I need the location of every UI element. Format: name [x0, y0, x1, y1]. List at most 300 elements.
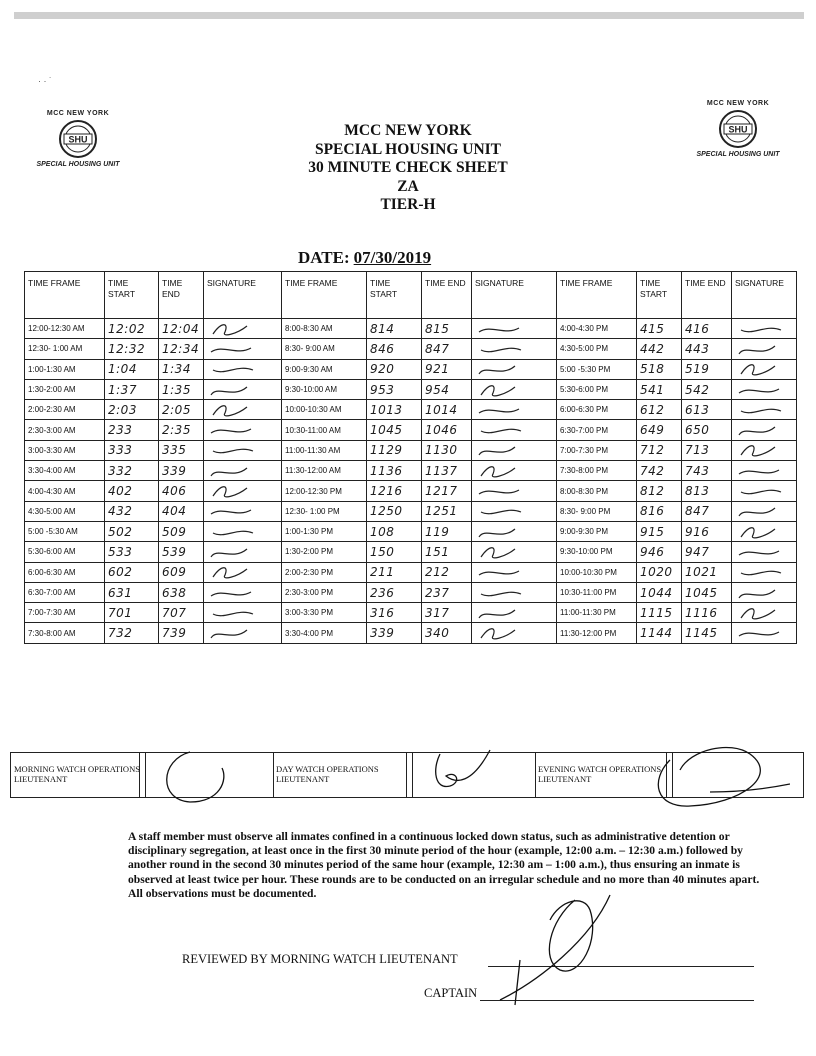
- morning-watch-label: MORNING WATCH OPERATIONS LIEUTENANT: [14, 764, 140, 784]
- time-frame-cell: 1:00-1:30 PM: [282, 521, 367, 541]
- signature-cell: [204, 603, 282, 623]
- initials-scribble: [735, 543, 795, 561]
- time-end-cell: 1217: [422, 481, 472, 501]
- signature-cell: [472, 379, 557, 399]
- time-start-cell: 816: [637, 501, 682, 521]
- time-start-cell: 1020: [637, 562, 682, 582]
- time-frame-cell: 4:30-5:00 PM: [557, 339, 637, 359]
- initials-scribble: [735, 584, 795, 602]
- initials-scribble: [475, 624, 535, 642]
- table-row: [25, 501, 797, 521]
- time-end-cell: 847: [422, 339, 472, 359]
- time-end-cell: 12:34: [159, 339, 204, 359]
- time-start-cell: 332: [105, 461, 159, 481]
- time-end-cell: 2:05: [159, 400, 204, 420]
- initials-scribble: [207, 543, 267, 561]
- time-start-cell: 946: [637, 542, 682, 562]
- signature-cell: [204, 379, 282, 399]
- time-end-cell: 12:04: [159, 319, 204, 339]
- signature-cell: [472, 603, 557, 623]
- table-row: [25, 481, 797, 501]
- time-start-cell: 12:32: [105, 339, 159, 359]
- time-end-cell: 406: [159, 481, 204, 501]
- signature-cell: [732, 420, 797, 440]
- evening-watch-label: EVENING WATCH OPERATIONS LIEUTENANT: [538, 764, 662, 784]
- date-label: DATE:: [298, 248, 350, 267]
- col-time-end: TIME END: [422, 272, 472, 319]
- logo-bottom-text: SPECIAL HOUSING UNIT: [36, 161, 120, 168]
- signature-cell: [732, 582, 797, 602]
- signature-cell: [204, 359, 282, 379]
- time-frame-cell: 5:30-6:00 PM: [557, 379, 637, 399]
- time-end-cell: 335: [159, 440, 204, 460]
- time-frame-cell: 12:30- 1:00 PM: [282, 501, 367, 521]
- time-start-cell: 211: [367, 562, 422, 582]
- time-start-cell: 812: [637, 481, 682, 501]
- time-start-cell: 12:02: [105, 319, 159, 339]
- signature-cell: [472, 521, 557, 541]
- time-start-cell: 1136: [367, 461, 422, 481]
- time-end-cell: 713: [682, 440, 732, 460]
- signature-cell: [204, 501, 282, 521]
- initials-scribble: [475, 320, 535, 338]
- time-end-cell: 509: [159, 521, 204, 541]
- table-row: [25, 379, 797, 399]
- time-frame-cell: 10:00-10:30 AM: [282, 400, 367, 420]
- time-start-cell: 631: [105, 582, 159, 602]
- initials-scribble: [475, 360, 535, 378]
- signature-cell: [732, 542, 797, 562]
- signature-cell: [732, 379, 797, 399]
- time-end-cell: 707: [159, 603, 204, 623]
- time-end-cell: 847: [682, 501, 732, 521]
- time-start-cell: 953: [367, 379, 422, 399]
- initials-scribble: [207, 462, 267, 480]
- initials-scribble: [475, 421, 535, 439]
- signature-cell: [472, 319, 557, 339]
- scan-speck: · · ˙: [38, 76, 52, 86]
- time-frame-cell: 11:00-11:30 AM: [282, 440, 367, 460]
- time-start-cell: 1045: [367, 420, 422, 440]
- time-end-cell: 1046: [422, 420, 472, 440]
- table-row: [25, 359, 797, 379]
- date-line: [298, 248, 431, 268]
- time-start-cell: 339: [367, 623, 422, 643]
- time-end-cell: 539: [159, 542, 204, 562]
- time-frame-cell: 7:30-8:00 AM: [25, 623, 105, 643]
- time-start-cell: 1129: [367, 440, 422, 460]
- time-frame-cell: 8:00-8:30 AM: [282, 319, 367, 339]
- time-start-cell: 541: [637, 379, 682, 399]
- signature-cell: [732, 562, 797, 582]
- time-frame-cell: 1:30-2:00 AM: [25, 379, 105, 399]
- time-end-cell: 1130: [422, 440, 472, 460]
- initials-scribble: [475, 482, 535, 500]
- time-frame-cell: 11:30-12:00 PM: [557, 623, 637, 643]
- time-frame-cell: 4:30-5:00 AM: [25, 501, 105, 521]
- initials-scribble: [735, 502, 795, 520]
- time-end-cell: 317: [422, 603, 472, 623]
- time-end-cell: 613: [682, 400, 732, 420]
- time-frame-cell: 5:00 -5:30 PM: [557, 359, 637, 379]
- initials-scribble: [207, 320, 267, 338]
- time-frame-cell: 6:00-6:30 AM: [25, 562, 105, 582]
- morning-watch-signature: [167, 752, 224, 802]
- time-end-cell: 151: [422, 542, 472, 562]
- initials-scribble: [207, 584, 267, 602]
- signature-cell: [472, 440, 557, 460]
- time-end-cell: 1014: [422, 400, 472, 420]
- table-row: [25, 461, 797, 481]
- time-end-cell: 339: [159, 461, 204, 481]
- time-end-cell: 739: [159, 623, 204, 643]
- evening-watch-signature: [658, 747, 790, 806]
- time-start-cell: 612: [637, 400, 682, 420]
- time-frame-cell: 5:30-6:00 AM: [25, 542, 105, 562]
- initials-scribble: [207, 340, 267, 358]
- time-frame-cell: 6:30-7:00 AM: [25, 582, 105, 602]
- signature-cell: [472, 542, 557, 562]
- time-start-cell: 150: [367, 542, 422, 562]
- time-start-cell: 732: [105, 623, 159, 643]
- time-frame-cell: 6:30-7:00 PM: [557, 420, 637, 440]
- time-end-cell: 212: [422, 562, 472, 582]
- initials-scribble: [207, 421, 267, 439]
- signature-cell: [472, 481, 557, 501]
- initials-scribble: [735, 381, 795, 399]
- initials-scribble: [207, 523, 267, 541]
- document-title: [258, 122, 558, 215]
- time-end-cell: 813: [682, 481, 732, 501]
- time-start-cell: 1250: [367, 501, 422, 521]
- time-start-cell: 1216: [367, 481, 422, 501]
- logo-center-text: SHU: [68, 134, 88, 145]
- time-frame-cell: 10:30-11:00 AM: [282, 420, 367, 440]
- shu-seal-icon: [718, 109, 758, 149]
- time-start-cell: 814: [367, 319, 422, 339]
- initials-scribble: [475, 381, 535, 399]
- initials-scribble: [735, 462, 795, 480]
- signature-cell: [204, 339, 282, 359]
- signature-cell: [472, 461, 557, 481]
- signature-cell: [732, 400, 797, 420]
- time-frame-cell: 9:30-10:00 PM: [557, 542, 637, 562]
- title-line-2: SPECIAL HOUSING UNIT: [314, 140, 502, 158]
- reviewer-signature: [480, 880, 650, 1010]
- time-frame-cell: 8:00-8:30 PM: [557, 481, 637, 501]
- time-start-cell: 236: [367, 582, 422, 602]
- initials-scribble: [735, 421, 795, 439]
- initials-scribble: [735, 340, 795, 358]
- signature-cell: [472, 562, 557, 582]
- time-start-cell: 1115: [637, 603, 682, 623]
- time-end-cell: 638: [159, 582, 204, 602]
- time-end-cell: 237: [422, 582, 472, 602]
- time-start-cell: 742: [637, 461, 682, 481]
- initials-scribble: [475, 441, 535, 459]
- initials-scribble: [207, 360, 267, 378]
- table-row: [25, 400, 797, 420]
- time-frame-cell: 8:30- 9:00 AM: [282, 339, 367, 359]
- time-end-cell: 650: [682, 420, 732, 440]
- time-start-cell: 432: [105, 501, 159, 521]
- signature-cell: [204, 420, 282, 440]
- table-row: [25, 521, 797, 541]
- time-start-cell: 518: [637, 359, 682, 379]
- time-end-cell: 815: [422, 319, 472, 339]
- signature-cell: [472, 501, 557, 521]
- time-end-cell: 1251: [422, 501, 472, 521]
- title-line-5: TIER-H: [380, 196, 436, 213]
- scan-edge-bar: [14, 12, 804, 19]
- initials-scribble: [207, 441, 267, 459]
- time-start-cell: 846: [367, 339, 422, 359]
- initials-scribble: [207, 563, 267, 581]
- time-start-cell: 233: [105, 420, 159, 440]
- logo-center-text: SHU: [728, 124, 748, 135]
- initials-scribble: [735, 441, 795, 459]
- initials-scribble: [207, 401, 267, 419]
- signature-cell: [204, 400, 282, 420]
- time-frame-cell: 1:30-2:00 PM: [282, 542, 367, 562]
- time-frame-cell: 2:00-2:30 AM: [25, 400, 105, 420]
- signature-cell: [732, 481, 797, 501]
- signature-cell: [204, 542, 282, 562]
- col-time-start: TIME START: [105, 272, 159, 319]
- shu-logo-left: [30, 110, 126, 168]
- time-end-cell: 1045: [682, 582, 732, 602]
- time-start-cell: 415: [637, 319, 682, 339]
- time-start-cell: 701: [105, 603, 159, 623]
- signature-cell: [732, 339, 797, 359]
- time-frame-cell: 3:00-3:30 PM: [282, 603, 367, 623]
- initials-scribble: [207, 624, 267, 642]
- time-start-cell: 402: [105, 481, 159, 501]
- time-start-cell: 915: [637, 521, 682, 541]
- time-end-cell: 404: [159, 501, 204, 521]
- time-end-cell: 2:35: [159, 420, 204, 440]
- table-header-row: [25, 272, 797, 319]
- time-frame-cell: 11:30-12:00 AM: [282, 461, 367, 481]
- signature-cell: [732, 461, 797, 481]
- initials-scribble: [735, 360, 795, 378]
- table-row: [25, 420, 797, 440]
- time-end-cell: 1:34: [159, 359, 204, 379]
- col-signature: SIGNATURE: [732, 272, 797, 319]
- time-end-cell: 542: [682, 379, 732, 399]
- time-frame-cell: 4:00-4:30 PM: [557, 319, 637, 339]
- logo-top-text: MCC NEW YORK: [706, 100, 770, 107]
- date-value: 07/30/2019: [353, 248, 432, 267]
- time-frame-cell: 10:30-11:00 PM: [557, 582, 637, 602]
- time-end-cell: 947: [682, 542, 732, 562]
- time-end-cell: 1:35: [159, 379, 204, 399]
- signature-cell: [472, 623, 557, 643]
- time-frame-cell: 3:30-4:00 AM: [25, 461, 105, 481]
- col-time-start: TIME START: [367, 272, 422, 319]
- time-frame-cell: 4:00-4:30 AM: [25, 481, 105, 501]
- time-frame-cell: 12:00-12:30 AM: [25, 319, 105, 339]
- time-frame-cell: 10:00-10:30 PM: [557, 562, 637, 582]
- reviewed-by-label: REVIEWED BY MORNING WATCH LIEUTENANT: [182, 952, 458, 966]
- table-row: [25, 339, 797, 359]
- signature-cell: [204, 582, 282, 602]
- signature-cell: [732, 440, 797, 460]
- initials-scribble: [735, 401, 795, 419]
- time-frame-cell: 3:00-3:30 AM: [25, 440, 105, 460]
- time-start-cell: 442: [637, 339, 682, 359]
- time-frame-cell: 9:00-9:30 AM: [282, 359, 367, 379]
- instructions-paragraph: A staff member must observe all inmates confined in a continuous locked down status, such as administrative detention or disciplinary segregation, at least once in the first 30 minute period of the hour (example, 12:00 a.m. – 12:30 a.m.) followed by another round in the second 30 minutes period of the same hour (example, 12:30 am – 1:00 a.m.), thus ensuring an inmate is observed at least twice per hour. These rounds are to be conducted on an irregular schedule and no more than 40 minutes apart. All observations must be documented.: [128, 830, 760, 900]
- table-row: [25, 582, 797, 602]
- time-end-cell: 1145: [682, 623, 732, 643]
- time-start-cell: 920: [367, 359, 422, 379]
- initials-scribble: [735, 604, 795, 622]
- time-end-cell: 416: [682, 319, 732, 339]
- signature-cell: [472, 400, 557, 420]
- col-signature: SIGNATURE: [472, 272, 557, 319]
- table-row: [25, 319, 797, 339]
- initials-scribble: [207, 381, 267, 399]
- time-frame-cell: 7:00-7:30 PM: [557, 440, 637, 460]
- time-end-cell: 916: [682, 521, 732, 541]
- day-watch-signature: [436, 750, 490, 787]
- time-end-cell: 1137: [422, 461, 472, 481]
- table-row: [25, 562, 797, 582]
- signature-cell: [472, 420, 557, 440]
- title-line-1: MCC NEW YORK: [344, 122, 472, 139]
- time-start-cell: 1044: [637, 582, 682, 602]
- time-frame-cell: 11:00-11:30 PM: [557, 603, 637, 623]
- col-time-frame: TIME FRAME: [282, 272, 367, 319]
- time-start-cell: 108: [367, 521, 422, 541]
- initials-scribble: [735, 523, 795, 541]
- time-frame-cell: 12:00-12:30 PM: [282, 481, 367, 501]
- time-frame-cell: 5:00 -5:30 AM: [25, 521, 105, 541]
- time-frame-cell: 12:30- 1:00 AM: [25, 339, 105, 359]
- signature-cell: [732, 359, 797, 379]
- initials-scribble: [475, 563, 535, 581]
- initials-scribble: [475, 584, 535, 602]
- signature-cell: [472, 339, 557, 359]
- time-frame-cell: 2:00-2:30 PM: [282, 562, 367, 582]
- signature-cell: [204, 319, 282, 339]
- col-time-end: TIME END: [682, 272, 732, 319]
- signature-cell: [732, 319, 797, 339]
- time-frame-cell: 2:30-3:00 PM: [282, 582, 367, 602]
- time-start-cell: 602: [105, 562, 159, 582]
- logo-top-text: MCC NEW YORK: [46, 110, 110, 117]
- time-start-cell: 649: [637, 420, 682, 440]
- time-start-cell: 1144: [637, 623, 682, 643]
- time-start-cell: 1013: [367, 400, 422, 420]
- time-frame-cell: 9:00-9:30 PM: [557, 521, 637, 541]
- table-row: [25, 603, 797, 623]
- initials-scribble: [475, 523, 535, 541]
- time-start-cell: 533: [105, 542, 159, 562]
- time-end-cell: 519: [682, 359, 732, 379]
- time-frame-cell: 3:30-4:00 PM: [282, 623, 367, 643]
- title-line-3: 30 MINUTE CHECK SHEET: [308, 159, 508, 176]
- check-sheet-table: [24, 271, 797, 644]
- initials-scribble: [735, 563, 795, 581]
- time-start-cell: 502: [105, 521, 159, 541]
- time-end-cell: 954: [422, 379, 472, 399]
- time-start-cell: 1:04: [105, 359, 159, 379]
- time-start-cell: 316: [367, 603, 422, 623]
- signature-cell: [732, 603, 797, 623]
- col-time-end: TIME END: [159, 272, 204, 319]
- col-signature: SIGNATURE: [204, 272, 282, 319]
- initials-scribble: [735, 624, 795, 642]
- initials-scribble: [207, 502, 267, 520]
- signature-cell: [472, 582, 557, 602]
- time-end-cell: 1116: [682, 603, 732, 623]
- table-row: [25, 440, 797, 460]
- initials-scribble: [475, 401, 535, 419]
- time-frame-cell: 9:30-10:00 AM: [282, 379, 367, 399]
- signature-cell: [732, 501, 797, 521]
- time-end-cell: 443: [682, 339, 732, 359]
- time-start-cell: 1:37: [105, 379, 159, 399]
- initials-scribble: [475, 462, 535, 480]
- col-time-frame: TIME FRAME: [557, 272, 637, 319]
- initials-scribble: [475, 604, 535, 622]
- time-frame-cell: 2:30-3:00 AM: [25, 420, 105, 440]
- time-frame-cell: 7:30-8:00 PM: [557, 461, 637, 481]
- initials-scribble: [475, 502, 535, 520]
- time-frame-cell: 1:00-1:30 AM: [25, 359, 105, 379]
- initials-scribble: [475, 340, 535, 358]
- time-start-cell: 333: [105, 440, 159, 460]
- signature-cell: [732, 623, 797, 643]
- signature-cell: [204, 562, 282, 582]
- signature-cell: [204, 440, 282, 460]
- signature-cell: [472, 359, 557, 379]
- time-end-cell: 1021: [682, 562, 732, 582]
- initials-scribble: [735, 482, 795, 500]
- watch-signatures: [150, 740, 790, 810]
- title-line-4: ZA: [397, 177, 419, 195]
- time-end-cell: 340: [422, 623, 472, 643]
- initials-scribble: [735, 320, 795, 338]
- signature-cell: [732, 521, 797, 541]
- col-time-frame: TIME FRAME: [25, 272, 105, 319]
- initials-scribble: [475, 543, 535, 561]
- time-end-cell: 609: [159, 562, 204, 582]
- day-watch-label: DAY WATCH OPERATIONS LIEUTENANT: [276, 764, 379, 784]
- signature-cell: [204, 521, 282, 541]
- logo-bottom-text: SPECIAL HOUSING UNIT: [696, 151, 780, 158]
- table-row: [25, 623, 797, 643]
- time-frame-cell: 6:00-6:30 PM: [557, 400, 637, 420]
- initials-scribble: [207, 604, 267, 622]
- time-frame-cell: 8:30- 9:00 PM: [557, 501, 637, 521]
- signature-cell: [204, 461, 282, 481]
- time-start-cell: 712: [637, 440, 682, 460]
- signature-cell: [204, 481, 282, 501]
- signature-cell: [204, 623, 282, 643]
- col-time-start: TIME START: [637, 272, 682, 319]
- initials-scribble: [207, 482, 267, 500]
- table-row: [25, 542, 797, 562]
- time-frame-cell: 7:00-7:30 AM: [25, 603, 105, 623]
- shu-logo-right: [690, 100, 786, 158]
- captain-label: CAPTAIN: [424, 986, 478, 1000]
- time-end-cell: 921: [422, 359, 472, 379]
- time-start-cell: 2:03: [105, 400, 159, 420]
- shu-seal-icon: [58, 119, 98, 159]
